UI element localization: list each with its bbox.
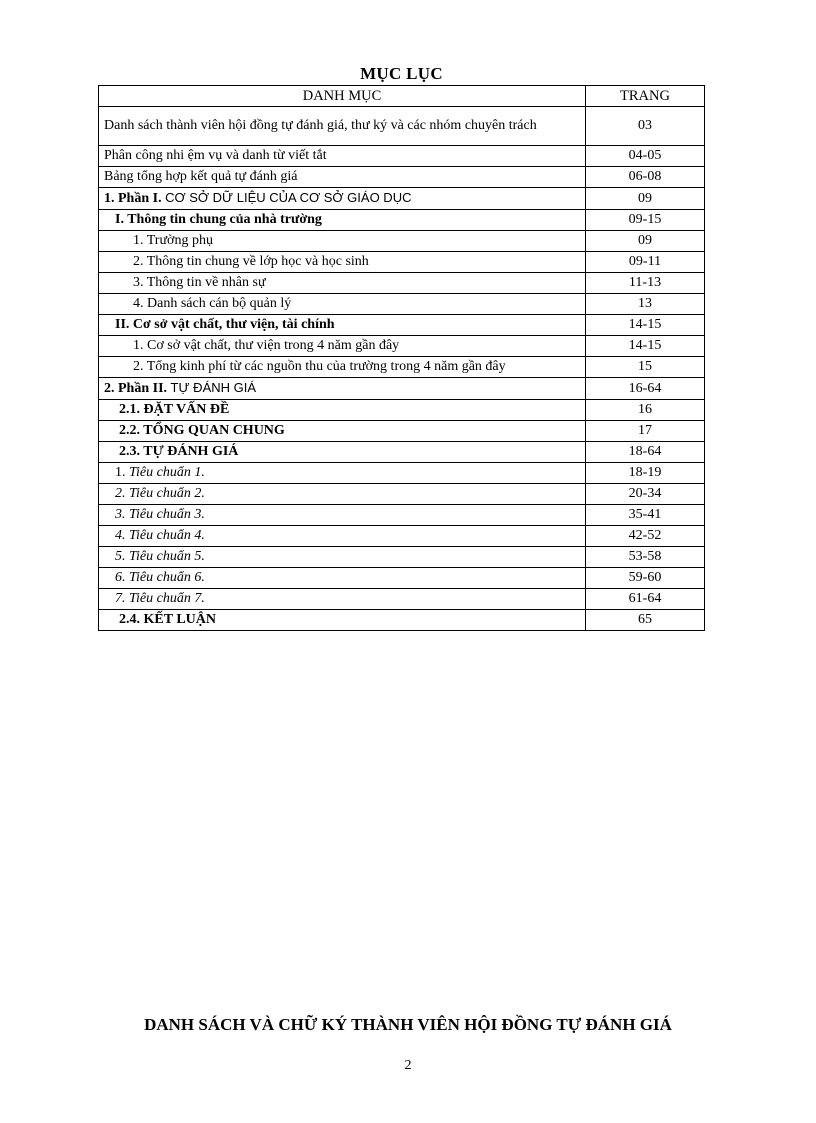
- toc-page: 09: [586, 188, 705, 210]
- toc-item: Bảng tổng hợp kết quả tự đánh giá: [99, 167, 586, 188]
- toc-page: 09: [586, 231, 705, 252]
- toc-item: 6. Tiêu chuẩn 6.: [99, 568, 586, 589]
- toc-item: 1. Cơ sở vật chất, thư viện trong 4 năm gần đây: [99, 336, 586, 357]
- toc-page: 15: [586, 357, 705, 378]
- table-row: [99, 568, 705, 589]
- toc-page: 20-34: [586, 484, 705, 505]
- toc-item: Phân công nhi ệm vụ và danh từ viết tắt: [99, 146, 586, 167]
- toc-page: 16-64: [586, 378, 705, 400]
- toc-page: 18-19: [586, 463, 705, 484]
- table-row: [99, 484, 705, 505]
- toc-item: 7. Tiêu chuẩn 7.: [99, 589, 586, 610]
- toc-page: 09-15: [586, 210, 705, 231]
- table-row: [99, 610, 705, 631]
- table-row: [99, 315, 705, 336]
- toc-page: 03: [586, 107, 705, 146]
- table-row: [99, 421, 705, 442]
- toc-item: 2.3. TỰ ĐÁNH GIÁ: [99, 442, 586, 463]
- toc-item-prefix: 1. Phần I.: [104, 191, 162, 206]
- table-row: [99, 547, 705, 568]
- toc-header-item: DANH MỤC: [99, 86, 586, 107]
- toc-page: 59-60: [586, 568, 705, 589]
- toc-page: 13: [586, 294, 705, 315]
- toc-page: 42-52: [586, 526, 705, 547]
- toc-page: 06-08: [586, 167, 705, 188]
- table-row: [99, 294, 705, 315]
- table-row: [99, 463, 705, 484]
- toc-page: 14-15: [586, 315, 705, 336]
- table-row: [99, 589, 705, 610]
- toc-item: 4. Tiêu chuẩn 4.: [99, 526, 586, 547]
- toc-item: I. Thông tin chung của nhà trường: [99, 210, 586, 231]
- toc-item: 3. Thông tin về nhân sự: [99, 273, 586, 294]
- toc-item: 4. Danh sách cán bộ quản lý: [99, 294, 586, 315]
- toc-item: 3. Tiêu chuẩn 3.: [99, 505, 586, 526]
- toc-item-text: TỰ ĐÁNH GIÁ: [170, 380, 257, 395]
- toc-page: 04-05: [586, 146, 705, 167]
- toc-page: 18-64: [586, 442, 705, 463]
- toc-item-text: Tiêu chuẩn 1.: [129, 465, 205, 480]
- table-row: [99, 167, 705, 188]
- toc-item: 1. Trường phụ: [99, 231, 586, 252]
- table-row: [99, 442, 705, 463]
- table-row: [99, 505, 705, 526]
- toc-item-prefix: 2. Phần II.: [104, 381, 168, 396]
- toc-item: 2.2. TỔNG QUAN CHUNG: [99, 421, 586, 442]
- toc-page: 17: [586, 421, 705, 442]
- toc-item-prefix: 1.: [115, 465, 126, 480]
- toc-page: 14-15: [586, 336, 705, 357]
- toc-item: 2. Thông tin chung về lớp học và học sinh: [99, 252, 586, 273]
- table-row: [99, 107, 705, 146]
- toc-page: 35-41: [586, 505, 705, 526]
- toc-item-text: CƠ SỞ DỮ LIỆU CỦA CƠ SỞ GIÁO DỤC: [165, 190, 412, 205]
- toc-header-row: [99, 86, 705, 107]
- toc-title: MỤC LỤC: [360, 64, 443, 83]
- table-row: [99, 210, 705, 231]
- table-row: [99, 400, 705, 421]
- table-row: [99, 336, 705, 357]
- toc-item: [99, 188, 586, 210]
- toc-item: [99, 463, 586, 484]
- toc-page: 61-64: [586, 589, 705, 610]
- toc-item: 2. Tổng kinh phí từ các nguồn thu của trường trong 4 năm gần đây: [99, 357, 586, 378]
- toc-header-page: TRANG: [586, 86, 705, 107]
- table-row: [99, 252, 705, 273]
- toc-item: II. Cơ sở vật chất, thư viện, tài chính: [99, 315, 586, 336]
- toc-item: 2.1. ĐẶT VẤN ĐỀ: [99, 400, 586, 421]
- toc-page: 09-11: [586, 252, 705, 273]
- page-number: 2: [404, 1058, 412, 1073]
- toc-page: 53-58: [586, 547, 705, 568]
- toc-item: 2.4. KẾT LUẬN: [99, 610, 586, 631]
- table-row: [99, 146, 705, 167]
- table-row: [99, 188, 705, 210]
- toc-item: [99, 378, 586, 400]
- toc-page: 16: [586, 400, 705, 421]
- table-row: [99, 273, 705, 294]
- toc-table: [98, 85, 705, 631]
- toc-item: Danh sách thành viên hội đồng tự đánh giá, thư ký và các nhóm chuyên trách: [99, 107, 586, 146]
- table-row: [99, 357, 705, 378]
- toc-item: 2. Tiêu chuẩn 2.: [99, 484, 586, 505]
- section-heading: DANH SÁCH VÀ CHỮ KÝ THÀNH VIÊN HỘI ĐỒNG TỰ ĐÁNH GIÁ: [144, 1015, 672, 1034]
- toc-page: 11-13: [586, 273, 705, 294]
- toc-item: 5. Tiêu chuẩn 5.: [99, 547, 586, 568]
- toc-page: 65: [586, 610, 705, 631]
- table-row: [99, 526, 705, 547]
- table-row: [99, 378, 705, 400]
- table-row: [99, 231, 705, 252]
